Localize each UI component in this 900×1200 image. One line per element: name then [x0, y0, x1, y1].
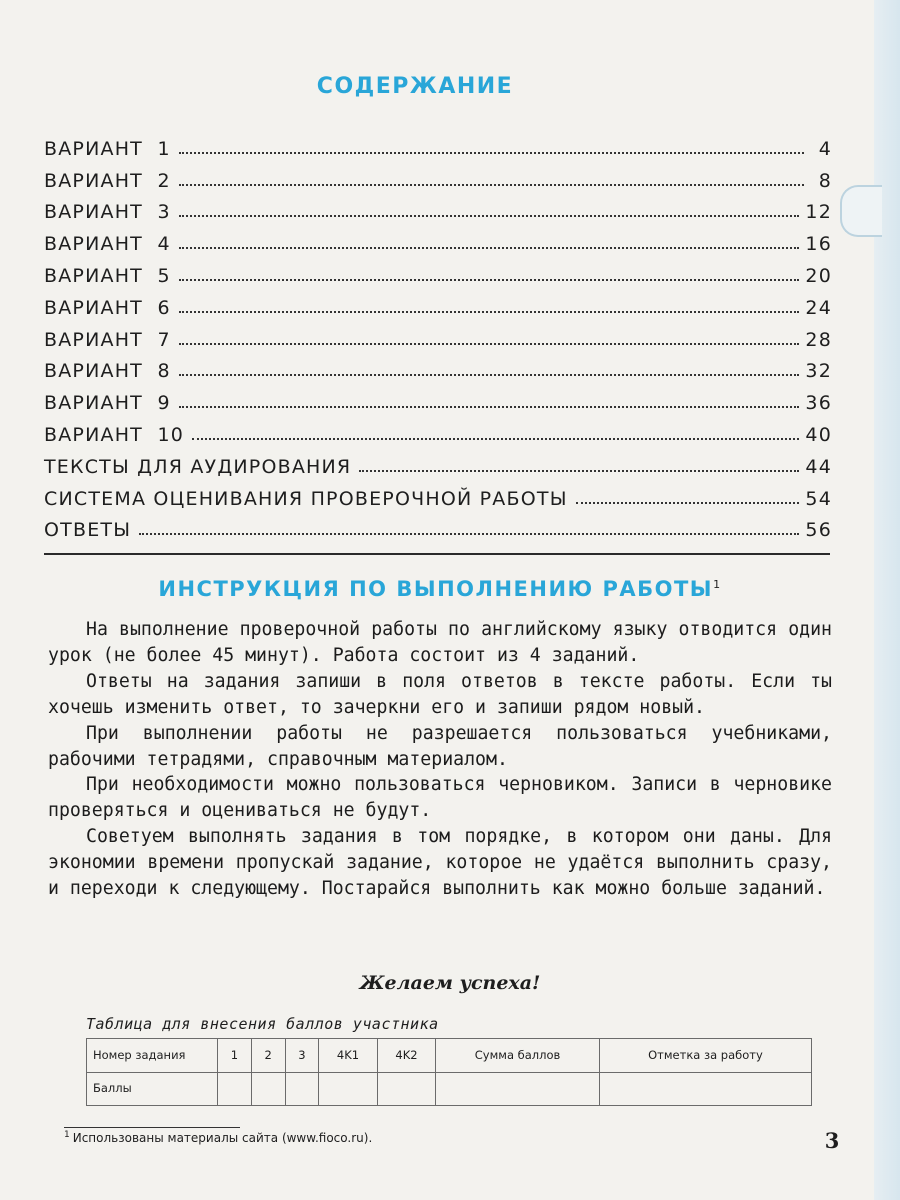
score-cell[interactable] — [377, 1072, 435, 1106]
toc-item-label: ВАРИАНТ 10 — [44, 423, 185, 446]
toc-item-page: 28 — [805, 328, 832, 351]
toc-item — [44, 382, 832, 414]
toc-leader-dots — [179, 279, 800, 281]
instruction-paragraph: На выполнение проверочной работы по английскому языку отводится один урок (не более 45 минут). Работа состоит из 4 заданий. — [48, 619, 832, 666]
toc-leader-dots — [139, 533, 799, 535]
instruction-paragraph: Советуем выполнять задания в том порядке, в котором они даны. Для экономии времени пропускай задание, которое не удаётся выполнить сразу, и переходи к следующему. Постарайся выполнить как можно больше заданий. — [48, 826, 832, 900]
score-cell[interactable] — [285, 1072, 319, 1106]
toc-item-page: 4 — [818, 137, 832, 160]
toc-leader-dots — [179, 406, 800, 408]
footnote-mark: 1 — [64, 1130, 70, 1140]
score-table-row-label: Баллы — [87, 1072, 218, 1106]
toc-item — [44, 414, 832, 446]
score-table-column-header: 2 — [251, 1039, 285, 1073]
toc-leader-dots — [179, 247, 800, 249]
toc-item-label: СИСТЕМА ОЦЕНИВАНИЯ ПРОВЕРОЧНОЙ РАБОТЫ — [44, 487, 568, 510]
toc-item — [44, 287, 832, 319]
section-divider — [44, 553, 830, 555]
instructions-title — [0, 577, 880, 601]
toc-leader-dots — [576, 502, 800, 504]
toc-item — [44, 478, 832, 510]
score-table-column-header: Отметка за работу — [599, 1039, 811, 1073]
toc-item — [44, 351, 832, 383]
instruction-paragraph: При необходимости можно пользоваться черновиком. Записи в черновике проверяться и оцениваться не будут. — [48, 774, 832, 822]
score-table-score-row — [87, 1072, 812, 1106]
toc-title: СОДЕРЖАНИЕ — [316, 74, 514, 99]
page-number: 3 — [824, 1128, 840, 1153]
page-edge-tab — [840, 185, 882, 237]
toc-item-page: 40 — [805, 423, 832, 446]
toc-item-page: 24 — [805, 296, 832, 319]
score-table-row-header: Номер задания — [87, 1039, 218, 1073]
toc-item-label: ОТВЕТЫ — [44, 519, 132, 542]
score-cell[interactable] — [251, 1072, 285, 1106]
score-cell[interactable] — [599, 1072, 811, 1106]
toc-item-page: 54 — [805, 487, 832, 510]
toc-item-label: ТЕКСТЫ ДЛЯ АУДИРОВАНИЯ — [44, 455, 352, 478]
toc-item-label: ВАРИАНТ 6 — [44, 296, 171, 319]
score-table-caption: Таблица для внесения баллов участника — [86, 1015, 439, 1033]
toc-item-label: ВАРИАНТ 5 — [44, 264, 171, 287]
toc-leader-dots — [179, 311, 800, 313]
toc-leader-dots — [359, 470, 799, 472]
toc-item-label: ВАРИАНТ 3 — [44, 201, 171, 224]
footnote-reference: 1 — [713, 578, 722, 591]
score-cell[interactable] — [319, 1072, 377, 1106]
toc-item-page: 20 — [805, 264, 832, 287]
score-cell[interactable] — [218, 1072, 252, 1106]
toc-item — [44, 160, 832, 192]
footnote-text: Использованы материалы сайта (www.fioco.ru). — [72, 1131, 373, 1145]
footnote-rule — [64, 1127, 240, 1128]
toc-item-label: ВАРИАНТ 7 — [44, 328, 171, 351]
score-cell[interactable] — [436, 1072, 600, 1106]
toc-leader-dots — [179, 184, 804, 186]
toc-item-label: ВАРИАНТ 4 — [44, 233, 171, 256]
score-table-column-header: 1 — [218, 1039, 252, 1073]
instructions-title-text: ИНСТРУКЦИЯ ПО ВЫПОЛНЕНИЮ РАБОТЫ — [158, 577, 714, 601]
toc-item-page: 12 — [805, 201, 832, 224]
toc-item-label: ВАРИАНТ 1 — [44, 137, 171, 160]
score-table-column-header: 4K2 — [377, 1039, 435, 1073]
toc-item-label: ВАРИАНТ 8 — [44, 360, 171, 383]
score-table-column-header: Сумма баллов — [436, 1039, 600, 1073]
score-table — [86, 1038, 812, 1106]
instructions-body — [48, 617, 832, 902]
toc-item-page: 8 — [818, 169, 832, 192]
instruction-paragraph: Ответы на задания запиши в поля ответов в тексте работы. Если ты хочешь изменить ответ, то зачеркни его и запиши рядом новый. — [48, 670, 832, 718]
toc-item — [44, 128, 832, 160]
toc-item — [44, 223, 832, 255]
toc-item-page: 16 — [805, 233, 832, 256]
toc-item — [44, 319, 832, 351]
score-table-column-header: 3 — [285, 1039, 319, 1073]
toc-leader-dots — [192, 438, 799, 440]
score-table-column-header: 4K1 — [319, 1039, 377, 1073]
toc-leader-dots — [179, 152, 804, 154]
toc-list — [44, 128, 832, 541]
toc-item-page: 32 — [805, 360, 832, 383]
toc-item — [44, 446, 832, 478]
footnote — [64, 1130, 372, 1145]
instruction-paragraph: При выполнении работы не разрешается пользоваться учебниками, рабочими тетрадями, справочным материалом. — [48, 722, 832, 770]
toc-item — [44, 192, 832, 224]
toc-leader-dots — [179, 343, 800, 345]
toc-item-label: ВАРИАНТ 9 — [44, 392, 171, 415]
toc-item-page: 56 — [805, 519, 832, 542]
wish-text: Желаем успеха! — [359, 972, 541, 994]
toc-item — [44, 255, 832, 287]
toc-item — [44, 510, 832, 542]
toc-item-page: 36 — [805, 392, 832, 415]
toc-leader-dots — [179, 215, 800, 217]
toc-item-label: ВАРИАНТ 2 — [44, 169, 171, 192]
toc-leader-dots — [179, 374, 800, 376]
toc-item-page: 44 — [805, 455, 832, 478]
score-table-header-row — [87, 1039, 812, 1073]
